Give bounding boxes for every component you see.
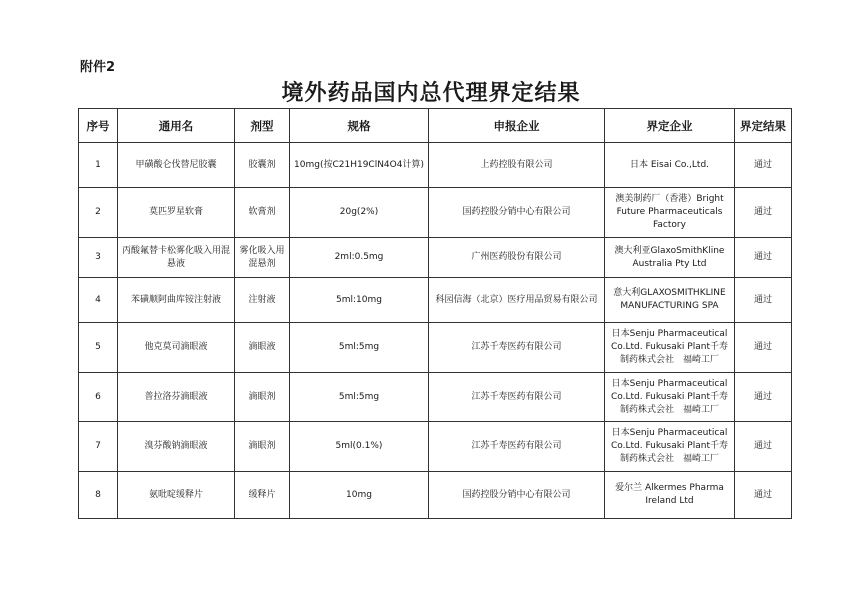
result-table xyxy=(78,108,792,519)
cell-generic-name: 溴芬酸钠滴眼液 xyxy=(118,422,235,472)
cell-result: 通过 xyxy=(735,373,792,422)
cell-defined-enterprise: 澳大利亚GlaxoSmithKline Australia Pty Ltd xyxy=(605,238,735,278)
header-applicant: 申报企业 xyxy=(429,109,605,143)
cell-serial: 3 xyxy=(79,238,118,278)
document-title: 境外药品国内总代理界定结果 xyxy=(281,80,581,106)
cell-applicant: 科园信海（北京）医疗用品贸易有限公司 xyxy=(429,278,605,323)
header-defined-enterprise: 界定企业 xyxy=(605,109,735,143)
cell-applicant: 江苏千寿医药有限公司 xyxy=(429,373,605,422)
cell-serial: 2 xyxy=(79,188,118,238)
cell-dosage-form: 滴眼液 xyxy=(235,323,290,373)
cell-specification: 2ml:0.5mg xyxy=(290,238,429,278)
cell-result: 通过 xyxy=(735,323,792,373)
table-row xyxy=(79,472,792,519)
cell-specification: 5ml(0.1%) xyxy=(290,422,429,472)
cell-generic-name: 苯磺顺阿曲库铵注射液 xyxy=(118,278,235,323)
cell-specification: 5ml:10mg xyxy=(290,278,429,323)
table-row xyxy=(79,238,792,278)
cell-result: 通过 xyxy=(735,188,792,238)
cell-result: 通过 xyxy=(735,422,792,472)
cell-generic-name: 氨吡啶缓释片 xyxy=(118,472,235,519)
cell-defined-enterprise: 日本Senju Pharmaceutical Co.Ltd. Fukusaki Plant千寿制药株式会社 福崎工厂 xyxy=(605,373,735,422)
cell-dosage-form: 滴眼剂 xyxy=(235,422,290,472)
cell-defined-enterprise: 日本 Eisai Co.,Ltd. xyxy=(605,143,735,188)
cell-specification: 10mg xyxy=(290,472,429,519)
cell-dosage-form: 雾化吸入用混悬剂 xyxy=(235,238,290,278)
cell-serial: 8 xyxy=(79,472,118,519)
header-result: 界定结果 xyxy=(735,109,792,143)
table-header-row xyxy=(79,109,792,143)
cell-result: 通过 xyxy=(735,238,792,278)
cell-defined-enterprise: 日本Senju Pharmaceutical Co.Ltd. Fukusaki Plant千寿制药株式会社 福崎工厂 xyxy=(605,323,735,373)
cell-result: 通过 xyxy=(735,278,792,323)
table-row xyxy=(79,323,792,373)
cell-generic-name: 他克莫司滴眼液 xyxy=(118,323,235,373)
cell-dosage-form: 滴眼剂 xyxy=(235,373,290,422)
cell-applicant: 广州医药股份有限公司 xyxy=(429,238,605,278)
header-generic-name: 通用名 xyxy=(118,109,235,143)
cell-applicant: 国药控股分销中心有限公司 xyxy=(429,472,605,519)
header-serial: 序号 xyxy=(79,109,118,143)
cell-serial: 5 xyxy=(79,323,118,373)
cell-applicant: 江苏千寿医药有限公司 xyxy=(429,323,605,373)
header-specification: 规格 xyxy=(290,109,429,143)
cell-specification: 20g(2%) xyxy=(290,188,429,238)
cell-defined-enterprise: 澳美制药厂（香港）Bright Future Pharmaceuticals Factory xyxy=(605,188,735,238)
table-row xyxy=(79,278,792,323)
table-row xyxy=(79,373,792,422)
cell-dosage-form: 胶囊剂 xyxy=(235,143,290,188)
annex-label: 附件2 xyxy=(80,60,116,75)
cell-serial: 6 xyxy=(79,373,118,422)
cell-defined-enterprise: 日本Senju Pharmaceutical Co.Ltd. Fukusaki Plant千寿制药株式会社 福崎工厂 xyxy=(605,422,735,472)
cell-generic-name: 莫匹罗星软膏 xyxy=(118,188,235,238)
cell-applicant: 江苏千寿医药有限公司 xyxy=(429,422,605,472)
table-row xyxy=(79,422,792,472)
table-row xyxy=(79,143,792,188)
cell-applicant: 上药控股有限公司 xyxy=(429,143,605,188)
cell-result: 通过 xyxy=(735,143,792,188)
cell-generic-name: 甲磺酸仑伐替尼胶囊 xyxy=(118,143,235,188)
cell-dosage-form: 缓释片 xyxy=(235,472,290,519)
cell-serial: 7 xyxy=(79,422,118,472)
cell-specification: 5ml:5mg xyxy=(290,323,429,373)
cell-serial: 4 xyxy=(79,278,118,323)
cell-generic-name: 丙酸氟替卡松雾化吸入用混悬液 xyxy=(118,238,235,278)
cell-specification: 10mg(按C21H19ClN4O4计算) xyxy=(290,143,429,188)
cell-generic-name: 普拉洛芬滴眼液 xyxy=(118,373,235,422)
header-dosage-form: 剂型 xyxy=(235,109,290,143)
cell-result: 通过 xyxy=(735,472,792,519)
cell-defined-enterprise: 意大利GLAXOSMITHKLINE MANUFACTURING SPA xyxy=(605,278,735,323)
cell-defined-enterprise: 爱尔兰 Alkermes Pharma Ireland Ltd xyxy=(605,472,735,519)
cell-specification: 5ml:5mg xyxy=(290,373,429,422)
cell-dosage-form: 注射液 xyxy=(235,278,290,323)
table-row xyxy=(79,188,792,238)
cell-dosage-form: 软膏剂 xyxy=(235,188,290,238)
cell-applicant: 国药控股分销中心有限公司 xyxy=(429,188,605,238)
cell-serial: 1 xyxy=(79,143,118,188)
